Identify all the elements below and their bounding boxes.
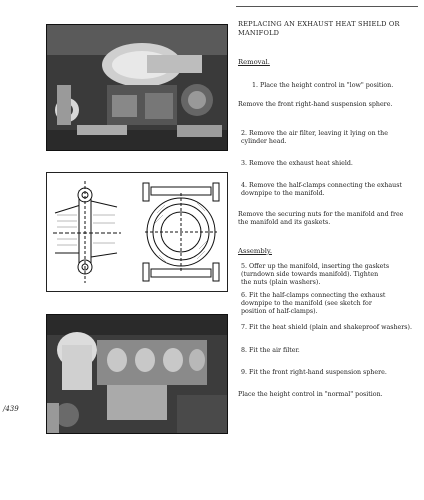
assembly-heading: Assembly. [238,247,272,255]
removal-step-2-line1: 2. Remove the air filter, leaving it lying on the [241,130,388,137]
assembly-step-6-line3: position of half-clamps). [241,308,318,315]
removal-step-1b: Remove the front right-hand suspension sphere. [238,101,393,108]
section-title-line2: MANIFOLD [238,29,280,37]
assembly-step-6-line1: 6. Fit the half-clamps connecting the exhaust [241,292,386,299]
removal-step-1: 1. Place the height control in "low" position. [252,82,394,89]
manifold-photo-bottom [46,314,228,434]
removal-step-4b-line2: the manifold and its gaskets. [238,219,331,226]
removal-heading: Removal. [238,58,270,66]
assembly-step-7: 7. Fit the heat shield (plain and shakeproof washers). [241,324,412,331]
page-number: /439 [3,405,19,413]
removal-step-3: 3. Remove the exhaust heat shield. [241,160,353,167]
assembly-step-9: 9. Fit the front right-hand suspension sphere. [241,369,387,376]
removal-step-4-line2: downpipe to the manifold. [241,190,325,197]
top-rule [236,6,418,7]
half-clamp-diagram [46,172,228,292]
assembly-step-5-line3: the nuts (plain washers). [241,279,321,286]
assembly-final-step: Place the height control in "normal" position. [238,391,383,398]
assembly-step-5-line1: 5. Offer up the manifold, inserting the gaskets [241,263,390,270]
assembly-step-6-line2: downpipe to the manifold (see sketch for [241,300,372,307]
removal-step-2-line2: cylinder head. [241,138,287,145]
removal-step-4-line1: 4. Remove the half-clamps connecting the exhaust [241,182,402,189]
assembly-step-5-line2: (turndown side towards manifold). Tighten [241,271,379,278]
removal-step-4b-line1: Remove the securing nuts for the manifold and free [238,211,404,218]
engine-bay-photo-top [46,24,228,151]
assembly-step-8: 8. Fit the air filter. [241,347,300,354]
section-title-line1: REPLACING AN EXHAUST HEAT SHIELD OR [238,20,400,28]
